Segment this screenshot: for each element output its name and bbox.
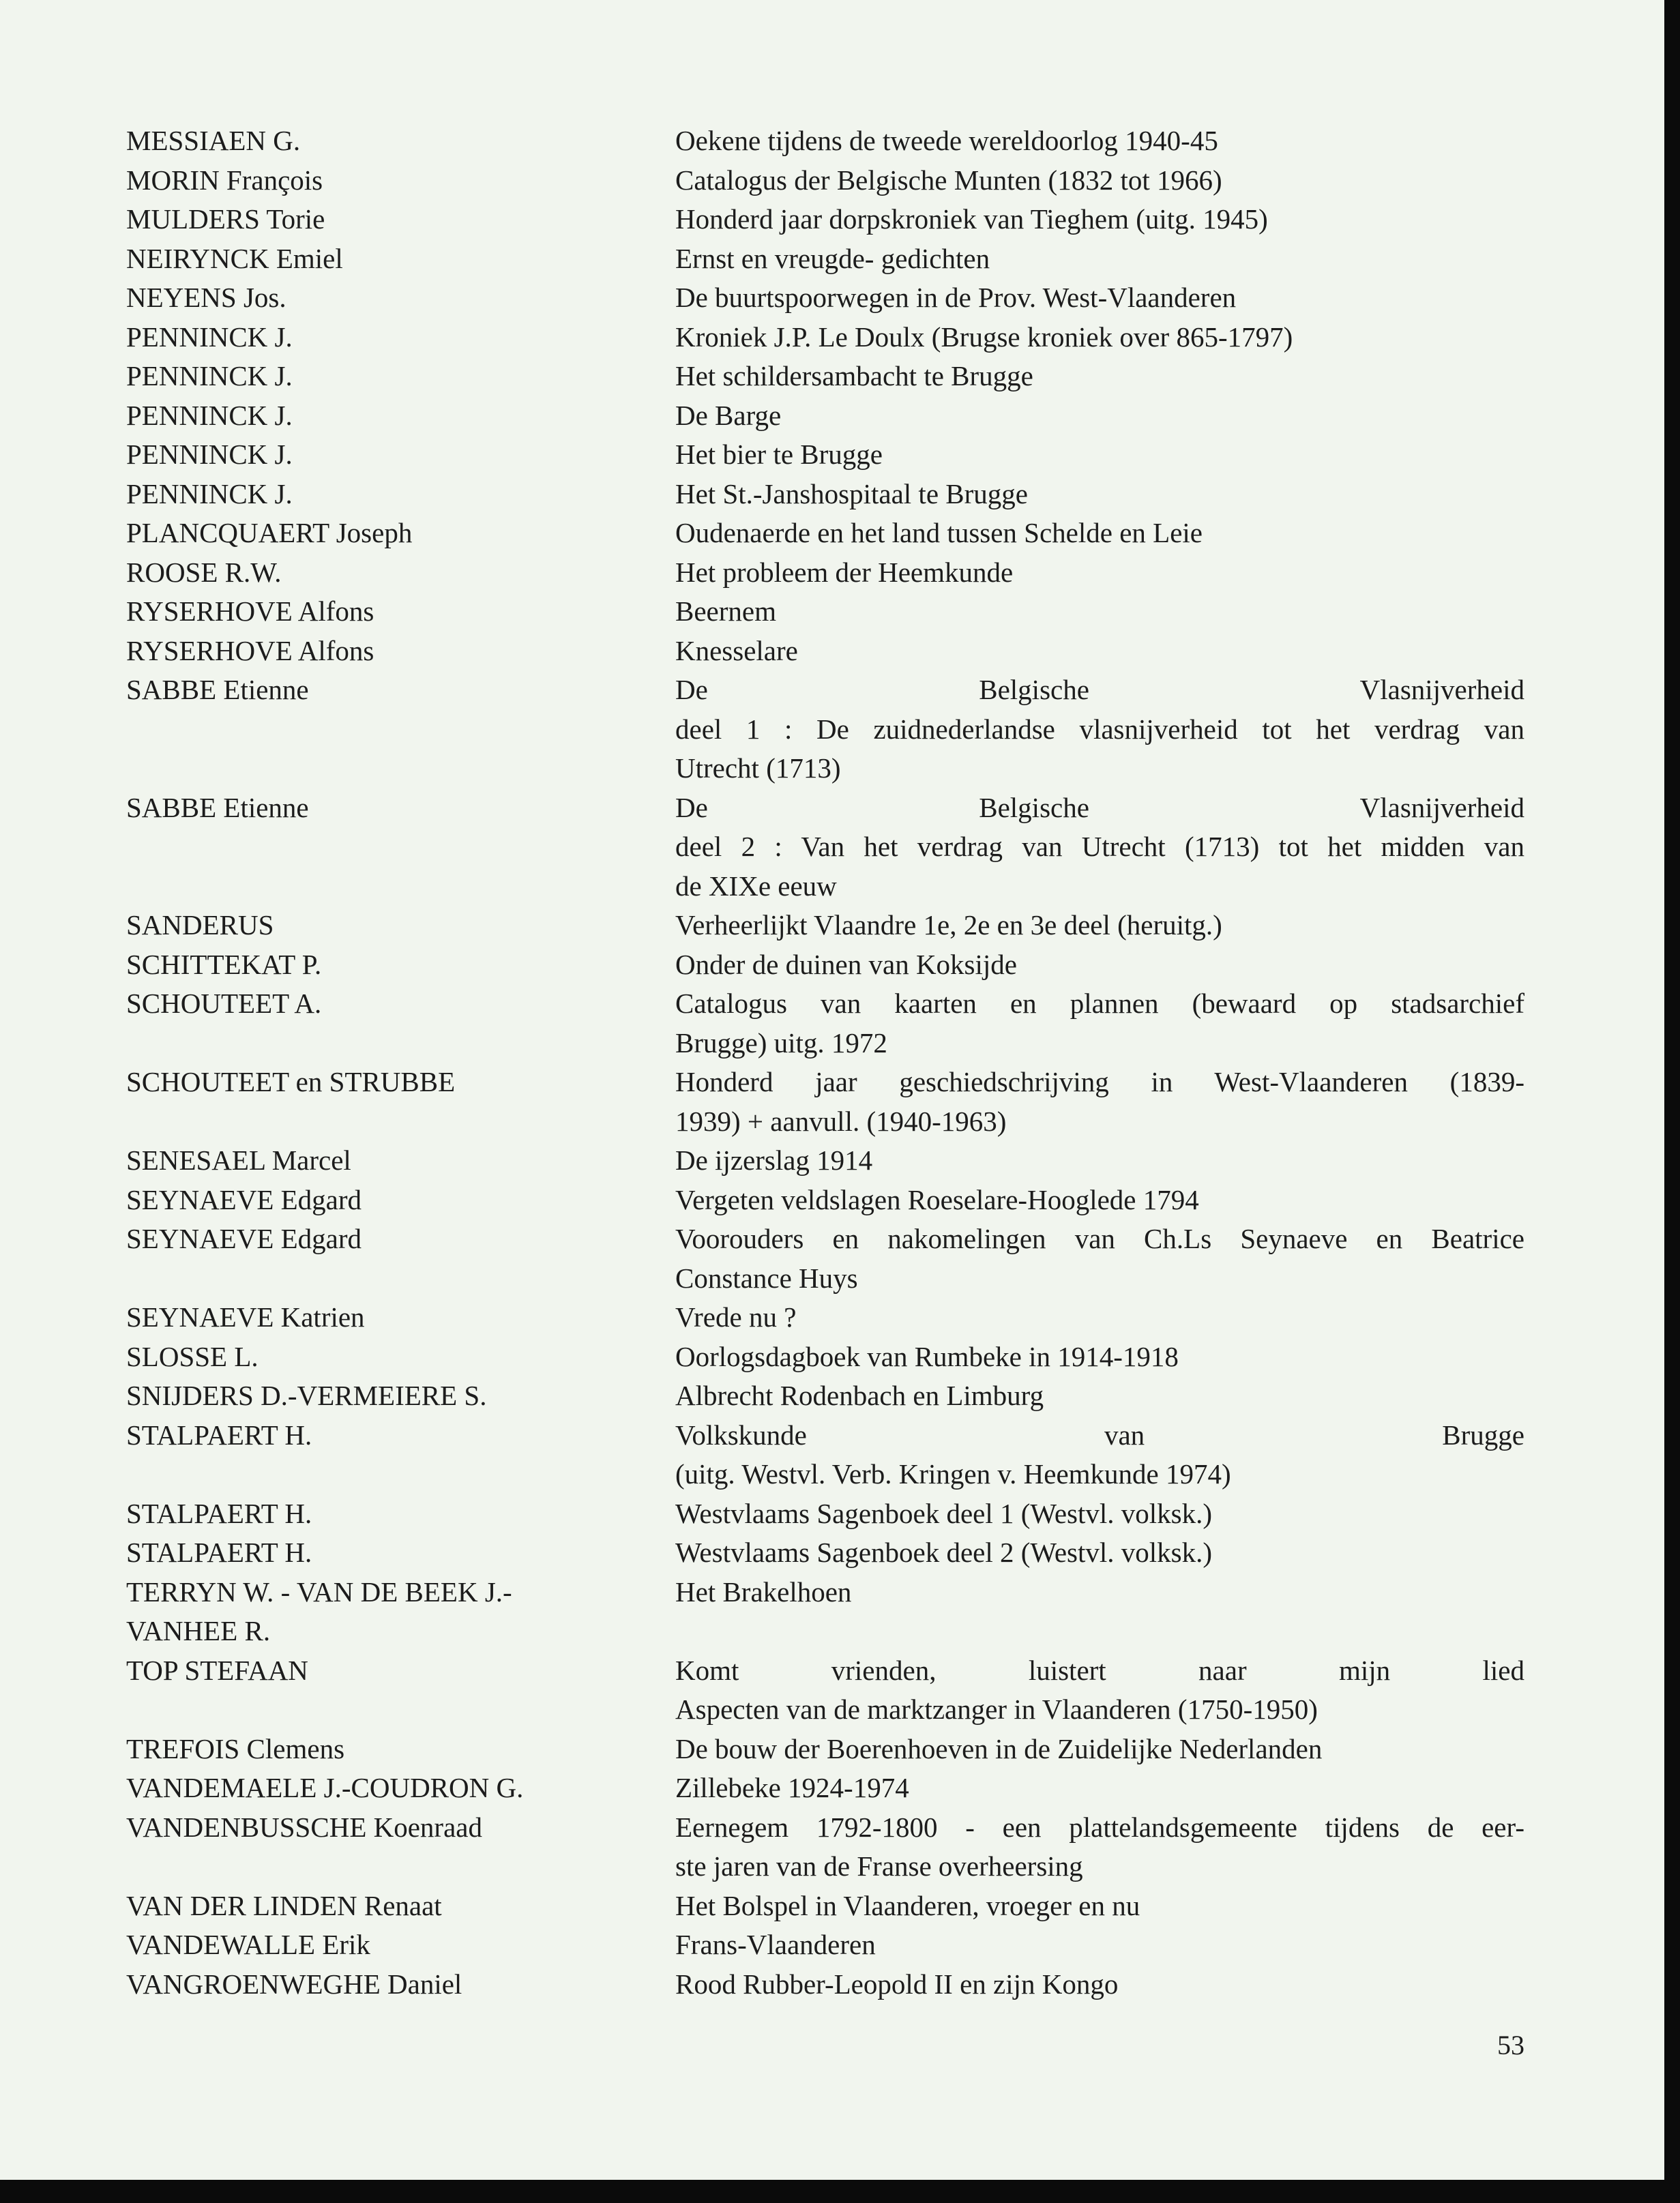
title-line: De Barge: [675, 399, 782, 431]
bibliography-entry: [126, 1298, 1559, 1337]
page-number: 53: [1497, 2030, 1524, 2060]
entry-author: [126, 239, 675, 279]
entry-title: [675, 1808, 1548, 1887]
author-line: MESSIAEN G.: [126, 125, 301, 156]
title-line: 1939) + aanvull. (1940-1963): [675, 1105, 1007, 1137]
entry-title: [675, 121, 1548, 161]
author-line: SEYNAEVE Edgard: [126, 1183, 362, 1215]
bibliography-entry: [126, 788, 1559, 906]
entry-author: [126, 1063, 675, 1141]
entry-title: [675, 1730, 1548, 1769]
entry-author: [126, 1651, 675, 1730]
author-line: SLOSSE L.: [126, 1340, 259, 1372]
entry-author: [126, 435, 675, 475]
entry-author: [126, 1298, 675, 1337]
entry-author: [126, 514, 675, 553]
entry-author: [126, 1337, 675, 1377]
title-line: De bouw der Boerenhoeven in de Zuidelijke Nederlanden: [675, 1732, 1323, 1764]
title-line: Het probleem der Heemkunde: [675, 556, 1014, 588]
author-line: VANGROENWEGHE Daniel: [126, 1968, 462, 2000]
entry-title: [675, 1965, 1548, 2005]
title-line: Het Brakelhoen: [675, 1576, 852, 1608]
bibliography-entry: [126, 318, 1559, 357]
title-line: Knesselare: [675, 634, 798, 666]
entry-title: [675, 200, 1548, 239]
author-line: VANHEE R.: [126, 1615, 271, 1646]
title-line: Oudenaerde en het land tussen Schelde en Leie: [675, 517, 1203, 548]
bibliography-entry: [126, 1219, 1559, 1298]
title-line: Honderd jaar geschiedschrijving in West-Vlaanderen (1839-: [675, 1066, 1524, 1097]
entry-author: [126, 945, 675, 985]
bibliography-list: [126, 121, 1559, 2004]
bibliography-entry: [126, 1494, 1559, 1534]
bibliography-entry: [126, 200, 1559, 239]
title-line: Komt vrienden, luistert naar mijn lied: [675, 1654, 1524, 1686]
entry-author: [126, 1416, 675, 1494]
bibliography-entry: [126, 475, 1559, 514]
author-line: SEYNAEVE Katrien: [126, 1301, 365, 1333]
entry-author: [126, 788, 675, 906]
title-line: Oorlogsdagboek van Rumbeke in 1914-1918: [675, 1340, 1179, 1372]
entry-author: [126, 1887, 675, 1926]
title-line: Beernem: [675, 595, 776, 627]
entry-title: [675, 945, 1548, 985]
title-line: Rood Rubber-Leopold II en zijn Kongo: [675, 1968, 1119, 2000]
bibliography-entry: [126, 1141, 1559, 1181]
bibliography-entry: [126, 1730, 1559, 1769]
bibliography-entry: [126, 1651, 1559, 1730]
entry-author: [126, 318, 675, 357]
author-line: PENNINCK J.: [126, 360, 293, 391]
title-line: Catalogus der Belgische Munten (1832 tot 1966): [675, 164, 1222, 196]
author-line: TREFOIS Clemens: [126, 1732, 345, 1764]
entry-author: [126, 1219, 675, 1298]
author-line: SANDERUS: [126, 909, 274, 941]
author-line: RYSERHOVE Alfons: [126, 634, 374, 666]
title-line: De Belgische Vlasnijverheid: [675, 674, 1524, 705]
entry-author: [126, 553, 675, 593]
entry-author: [126, 1494, 675, 1534]
entry-title: [675, 396, 1548, 436]
author-line: VANDENBUSSCHE Koenraad: [126, 1811, 482, 1843]
entry-title: [675, 1416, 1548, 1494]
bibliography-entry: [126, 1769, 1559, 1808]
entry-author: [126, 1376, 675, 1416]
author-line: SABBE Etienne: [126, 791, 309, 823]
author-line: MULDERS Torie: [126, 203, 325, 235]
author-line: SABBE Etienne: [126, 674, 309, 705]
title-line: De ijzerslag 1914: [675, 1144, 873, 1176]
entry-title: [675, 1533, 1548, 1573]
title-line: Onder de duinen van Koksijde: [675, 948, 1017, 980]
bibliography-entry: [126, 161, 1559, 201]
author-line: TOP STEFAAN: [126, 1654, 308, 1686]
title-line: ste jaren van de Franse overheersing: [675, 1850, 1083, 1882]
entry-title: [675, 906, 1548, 945]
title-line: (uitg. Westvl. Verb. Kringen v. Heemkunde 1974): [675, 1458, 1231, 1490]
entry-author: [126, 357, 675, 396]
bibliography-entry: [126, 396, 1559, 436]
title-line: Voorouders en nakomelingen van Ch.Ls Seynaeve en Beatrice: [675, 1223, 1524, 1254]
entry-title: [675, 435, 1548, 475]
author-line: STALPAERT H.: [126, 1419, 312, 1451]
bibliography-entry: [126, 1181, 1559, 1220]
entry-title: [675, 1769, 1548, 1808]
author-line: PLANCQUAERT Joseph: [126, 517, 413, 548]
entry-title: [675, 161, 1548, 201]
title-line: Zillebeke 1924-1974: [675, 1772, 909, 1803]
bibliography-entry: [126, 553, 1559, 593]
title-line: deel 2 : Van het verdrag van Utrecht (1713) tot het midden van: [675, 831, 1524, 862]
entry-author: [126, 1808, 675, 1887]
bibliography-entry: [126, 357, 1559, 396]
entry-title: [675, 670, 1548, 788]
author-line: VAN DER LINDEN Renaat: [126, 1889, 442, 1921]
title-line: Vergeten veldslagen Roeselare-Hooglede 1794: [675, 1183, 1199, 1215]
title-line: De Belgische Vlasnijverheid: [675, 791, 1524, 823]
entry-title: [675, 357, 1548, 396]
entry-title: [675, 239, 1548, 279]
entry-author: [126, 200, 675, 239]
entry-author: [126, 396, 675, 436]
entry-author: [126, 1533, 675, 1573]
bibliography-entry: [126, 1573, 1559, 1651]
title-line: Vrede nu ?: [675, 1301, 797, 1333]
entry-author: [126, 161, 675, 201]
entry-title: [675, 1063, 1548, 1141]
entry-title: [675, 1141, 1548, 1181]
entry-title: [675, 632, 1548, 671]
title-line: Frans-Vlaanderen: [675, 1929, 876, 1960]
author-line: SNIJDERS D.-VERMEIERE S.: [126, 1380, 487, 1411]
title-line: Honderd jaar dorpskroniek van Tieghem (uitg. 1945): [675, 203, 1268, 235]
bibliography-entry: [126, 1376, 1559, 1416]
entry-author: [126, 1730, 675, 1769]
entry-author: [126, 1141, 675, 1181]
entry-author: [126, 278, 675, 318]
bibliography-entry: [126, 1416, 1559, 1494]
title-line: [675, 1612, 1548, 1651]
entry-title: [675, 1925, 1548, 1965]
title-line: Eernegem 1792-1800 - een plattelandsgemeente tijdens de eer-: [675, 1811, 1524, 1843]
entry-author: [126, 1573, 675, 1651]
entry-title: [675, 1494, 1548, 1534]
author-line: PENNINCK J.: [126, 321, 293, 353]
bibliography-entry: [126, 984, 1559, 1063]
entry-title: [675, 278, 1548, 318]
scan-border-bottom: [0, 2180, 1680, 2203]
entry-author: [126, 475, 675, 514]
entry-title: [675, 788, 1548, 906]
title-line: Het St.-Janshospitaal te Brugge: [675, 477, 1028, 509]
author-line: MORIN François: [126, 164, 323, 196]
bibliography-entry: [126, 239, 1559, 279]
bibliography-entry: [126, 1887, 1559, 1926]
bibliography-entry: [126, 1337, 1559, 1377]
bibliography-entry: [126, 514, 1559, 553]
entry-title: [675, 1219, 1548, 1298]
entry-title: [675, 1887, 1548, 1926]
author-line: STALPAERT H.: [126, 1497, 312, 1529]
author-line: SCHOUTEET A.: [126, 988, 322, 1019]
title-line: Kroniek J.P. Le Doulx (Brugse kroniek over 865-1797): [675, 321, 1293, 353]
author-line: RYSERHOVE Alfons: [126, 595, 374, 627]
entry-title: [675, 1376, 1548, 1416]
author-line: PENNINCK J.: [126, 439, 293, 470]
entry-author: [126, 906, 675, 945]
bibliography-entry: [126, 435, 1559, 475]
bibliography-entry: [126, 592, 1559, 632]
entry-title: [675, 1573, 1548, 1651]
entry-author: [126, 1965, 675, 2005]
author-line: VANDEMAELE J.-COUDRON G.: [126, 1772, 524, 1803]
author-line: SENESAEL Marcel: [126, 1144, 351, 1176]
bibliography-entry: [126, 1063, 1559, 1141]
bibliography-entry: [126, 1808, 1559, 1887]
author-line: NEYENS Jos.: [126, 282, 286, 313]
author-line: SEYNAEVE Edgard: [126, 1223, 362, 1254]
title-line: Aspecten van de marktzanger in Vlaanderen (1750-1950): [675, 1694, 1318, 1725]
title-line: Catalogus van kaarten en plannen (bewaard op stadsarchief: [675, 988, 1524, 1019]
entry-title: [675, 592, 1548, 632]
bibliography-entry: [126, 670, 1559, 788]
bibliography-entry: [126, 1965, 1559, 2005]
entry-title: [675, 514, 1548, 553]
entry-author: [126, 632, 675, 671]
entry-title: [675, 475, 1548, 514]
entry-title: [675, 1651, 1548, 1730]
entry-title: [675, 553, 1548, 593]
author-line: VANDEWALLE Erik: [126, 1929, 370, 1960]
author-line: PENNINCK J.: [126, 477, 293, 509]
entry-title: [675, 1337, 1548, 1377]
title-line: Oekene tijdens de tweede wereldoorlog 1940-45: [675, 125, 1218, 156]
entry-author: [126, 121, 675, 161]
bibliography-entry: [126, 632, 1559, 671]
entry-title: [675, 1298, 1548, 1337]
author-line: STALPAERT H.: [126, 1537, 312, 1568]
entry-title: [675, 318, 1548, 357]
author-line: NEIRYNCK Emiel: [126, 242, 343, 274]
title-line: Brugge) uitg. 1972: [675, 1026, 887, 1059]
title-line: Verheerlijkt Vlaandre 1e, 2e en 3e deel (heruitg.): [675, 909, 1222, 941]
bibliography-entry: [126, 906, 1559, 945]
title-line: Ernst en vreugde- gedichten: [675, 242, 990, 274]
entry-author: [126, 1925, 675, 1965]
bibliography-entry: [126, 1925, 1559, 1965]
title-line: Het Bolspel in Vlaanderen, vroeger en nu: [675, 1889, 1140, 1921]
bibliography-entry: [126, 121, 1559, 161]
entry-title: [675, 1181, 1548, 1220]
title-line: Westvlaams Sagenboek deel 1 (Westvl. volksk.): [675, 1497, 1213, 1529]
title-line: de XIXe eeuw: [675, 870, 837, 902]
bibliography-entry: [126, 945, 1559, 985]
title-line: Utrecht (1713): [675, 752, 841, 784]
entry-author: [126, 592, 675, 632]
entry-author: [126, 984, 675, 1063]
title-line: Westvlaams Sagenboek deel 2 (Westvl. volksk.): [675, 1537, 1213, 1568]
entry-author: [126, 1181, 675, 1220]
author-line: PENNINCK J.: [126, 399, 293, 431]
entry-author: [126, 670, 675, 788]
title-line: Het schildersambacht te Brugge: [675, 360, 1033, 391]
entry-author: [126, 1769, 675, 1808]
author-line: TERRYN W. - VAN DE BEEK J.-: [126, 1576, 512, 1608]
title-line: deel 1 : De zuidnederlandse vlasnijverheid tot het verdrag van: [675, 713, 1524, 745]
author-line: SCHITTEKAT P.: [126, 948, 322, 980]
bibliography-entry: [126, 1533, 1559, 1573]
title-line: De buurtspoorwegen in de Prov. West-Vlaanderen: [675, 282, 1237, 313]
author-line: SCHOUTEET en STRUBBE: [126, 1066, 456, 1097]
scan-border-right: [1664, 0, 1680, 2203]
entry-title: [675, 984, 1548, 1063]
title-line: Constance Huys: [675, 1262, 858, 1294]
title-line: Het bier te Brugge: [675, 439, 883, 470]
author-line: ROOSE R.W.: [126, 556, 282, 588]
title-line: Volkskunde van Brugge: [675, 1419, 1524, 1451]
bibliography-entry: [126, 278, 1559, 318]
title-line: Albrecht Rodenbach en Limburg: [675, 1380, 1044, 1411]
